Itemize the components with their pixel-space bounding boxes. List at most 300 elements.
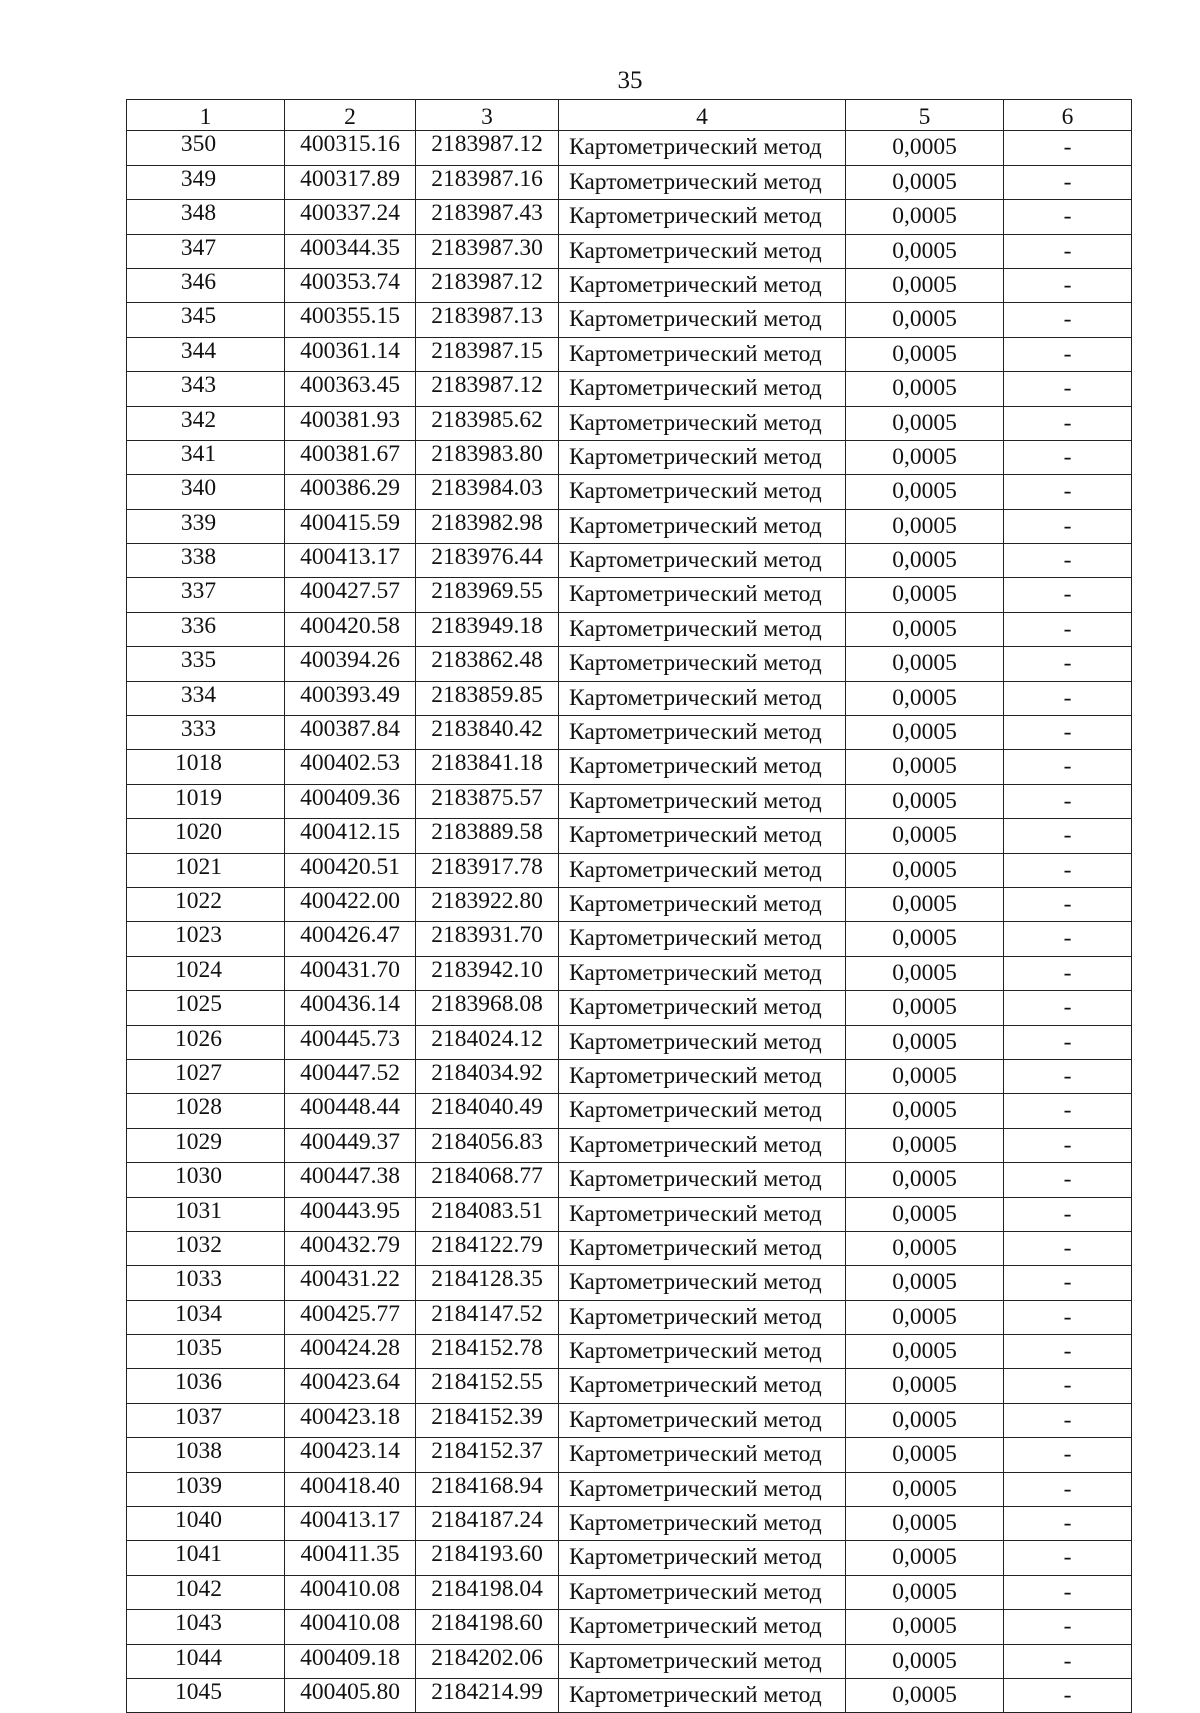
y-coordinate-cell: 2183859.85 (416, 681, 559, 715)
note-cell: - (1004, 1197, 1132, 1231)
table-row (127, 234, 1132, 268)
accuracy-cell: 0,0005 (846, 1507, 1004, 1541)
table-row (127, 1472, 1132, 1506)
method-cell: Картометрический метод (559, 681, 846, 715)
method-cell: Картометрический метод (559, 440, 846, 474)
method-cell: Картометрический метод (559, 647, 846, 681)
point-number-cell: 337 (127, 578, 285, 612)
note-cell: - (1004, 1369, 1132, 1403)
table-row (127, 1403, 1132, 1437)
note-cell: - (1004, 1025, 1132, 1059)
accuracy-cell: 0,0005 (846, 1438, 1004, 1472)
note-cell: - (1004, 716, 1132, 750)
method-cell: Картометрический метод (559, 268, 846, 302)
x-coordinate-cell: 400443.95 (285, 1197, 416, 1231)
x-coordinate-cell: 400402.53 (285, 750, 416, 784)
method-cell: Картометрический метод (559, 922, 846, 956)
point-number-cell: 1035 (127, 1335, 285, 1369)
y-coordinate-cell: 2183987.30 (416, 234, 559, 268)
y-coordinate-cell: 2183987.16 (416, 165, 559, 199)
y-coordinate-cell: 2184147.52 (416, 1300, 559, 1334)
x-coordinate-cell: 400409.36 (285, 784, 416, 818)
column-header: 3 (416, 100, 559, 131)
x-coordinate-cell: 400410.08 (285, 1610, 416, 1644)
note-cell: - (1004, 234, 1132, 268)
method-cell: Картометрический метод (559, 200, 846, 234)
y-coordinate-cell: 2183862.48 (416, 647, 559, 681)
point-number-cell: 334 (127, 681, 285, 715)
accuracy-cell: 0,0005 (846, 303, 1004, 337)
y-coordinate-cell: 2184198.60 (416, 1610, 559, 1644)
table-row (127, 1094, 1132, 1128)
point-number-cell: 339 (127, 509, 285, 543)
x-coordinate-cell: 400420.58 (285, 612, 416, 646)
note-cell: - (1004, 578, 1132, 612)
method-cell: Картометрический метод (559, 1403, 846, 1437)
method-cell: Картометрический метод (559, 1644, 846, 1678)
note-cell: - (1004, 509, 1132, 543)
accuracy-cell: 0,0005 (846, 544, 1004, 578)
accuracy-cell: 0,0005 (846, 956, 1004, 990)
x-coordinate-cell: 400344.35 (285, 234, 416, 268)
note-cell: - (1004, 922, 1132, 956)
x-coordinate-cell: 400411.35 (285, 1541, 416, 1575)
x-coordinate-cell: 400423.64 (285, 1369, 416, 1403)
point-number-cell: 1025 (127, 991, 285, 1025)
note-cell: - (1004, 991, 1132, 1025)
accuracy-cell: 0,0005 (846, 475, 1004, 509)
point-number-cell: 1033 (127, 1266, 285, 1300)
method-cell: Картометрический метод (559, 372, 846, 406)
table-row (127, 200, 1132, 234)
x-coordinate-cell: 400413.17 (285, 1507, 416, 1541)
accuracy-cell: 0,0005 (846, 1231, 1004, 1265)
point-number-cell: 1043 (127, 1610, 285, 1644)
table-row (127, 1541, 1132, 1575)
y-coordinate-cell: 2184152.78 (416, 1335, 559, 1369)
accuracy-cell: 0,0005 (846, 1025, 1004, 1059)
y-coordinate-cell: 2183983.80 (416, 440, 559, 474)
note-cell: - (1004, 1231, 1132, 1265)
point-number-cell: 336 (127, 612, 285, 646)
note-cell: - (1004, 1300, 1132, 1334)
accuracy-cell: 0,0005 (846, 1678, 1004, 1712)
method-cell: Картометрический метод (559, 337, 846, 371)
note-cell: - (1004, 303, 1132, 337)
x-coordinate-cell: 400363.45 (285, 372, 416, 406)
y-coordinate-cell: 2184193.60 (416, 1541, 559, 1575)
x-coordinate-cell: 400426.47 (285, 922, 416, 956)
table-body (127, 131, 1132, 1713)
point-number-cell: 340 (127, 475, 285, 509)
table-row (127, 612, 1132, 646)
method-cell: Картометрический метод (559, 1300, 846, 1334)
point-number-cell: 1030 (127, 1163, 285, 1197)
column-header: 5 (846, 100, 1004, 131)
point-number-cell: 1039 (127, 1472, 285, 1506)
note-cell: - (1004, 475, 1132, 509)
x-coordinate-cell: 400413.17 (285, 544, 416, 578)
y-coordinate-cell: 2184202.06 (416, 1644, 559, 1678)
point-number-cell: 1038 (127, 1438, 285, 1472)
method-cell: Картометрический метод (559, 1575, 846, 1609)
table-row (127, 372, 1132, 406)
x-coordinate-cell: 400412.15 (285, 819, 416, 853)
x-coordinate-cell: 400409.18 (285, 1644, 416, 1678)
page-number: 35 (617, 67, 643, 94)
method-cell: Картометрический метод (559, 716, 846, 750)
note-cell: - (1004, 406, 1132, 440)
accuracy-cell: 0,0005 (846, 1610, 1004, 1644)
y-coordinate-cell: 2183987.12 (416, 131, 559, 165)
table-row (127, 1231, 1132, 1265)
note-cell: - (1004, 1472, 1132, 1506)
point-number-cell: 1027 (127, 1059, 285, 1093)
point-number-cell: 1041 (127, 1541, 285, 1575)
method-cell: Картометрический метод (559, 303, 846, 337)
x-coordinate-cell: 400431.70 (285, 956, 416, 990)
x-coordinate-cell: 400386.29 (285, 475, 416, 509)
y-coordinate-cell: 2184214.99 (416, 1678, 559, 1712)
accuracy-cell: 0,0005 (846, 578, 1004, 612)
note-cell: - (1004, 647, 1132, 681)
accuracy-cell: 0,0005 (846, 1266, 1004, 1300)
note-cell: - (1004, 1575, 1132, 1609)
point-number-cell: 1031 (127, 1197, 285, 1231)
x-coordinate-cell: 400381.93 (285, 406, 416, 440)
note-cell: - (1004, 1644, 1132, 1678)
table-row (127, 750, 1132, 784)
x-coordinate-cell: 400405.80 (285, 1678, 416, 1712)
table-row (127, 819, 1132, 853)
accuracy-cell: 0,0005 (846, 681, 1004, 715)
table-row (127, 475, 1132, 509)
method-cell: Картометрический метод (559, 1369, 846, 1403)
x-coordinate-cell: 400449.37 (285, 1128, 416, 1162)
note-cell: - (1004, 1403, 1132, 1437)
accuracy-cell: 0,0005 (846, 750, 1004, 784)
table-row (127, 784, 1132, 818)
x-coordinate-cell: 400432.79 (285, 1231, 416, 1265)
x-coordinate-cell: 400315.16 (285, 131, 416, 165)
point-number-cell: 342 (127, 406, 285, 440)
method-cell: Картометрический метод (559, 1678, 846, 1712)
point-number-cell: 1037 (127, 1403, 285, 1437)
point-number-cell: 1022 (127, 887, 285, 921)
accuracy-cell: 0,0005 (846, 887, 1004, 921)
accuracy-cell: 0,0005 (846, 406, 1004, 440)
method-cell: Картометрический метод (559, 1472, 846, 1506)
note-cell: - (1004, 1507, 1132, 1541)
point-number-cell: 349 (127, 165, 285, 199)
x-coordinate-cell: 400420.51 (285, 853, 416, 887)
point-number-cell: 1044 (127, 1644, 285, 1678)
y-coordinate-cell: 2184024.12 (416, 1025, 559, 1059)
y-coordinate-cell: 2183968.08 (416, 991, 559, 1025)
note-cell: - (1004, 750, 1132, 784)
y-coordinate-cell: 2183987.12 (416, 268, 559, 302)
point-number-cell: 1034 (127, 1300, 285, 1334)
y-coordinate-cell: 2183987.13 (416, 303, 559, 337)
method-cell: Картометрический метод (559, 612, 846, 646)
table-row (127, 131, 1132, 165)
note-cell: - (1004, 1438, 1132, 1472)
table-row (127, 1300, 1132, 1334)
note-cell: - (1004, 1163, 1132, 1197)
table-row (127, 440, 1132, 474)
method-cell: Картометрический метод (559, 784, 846, 818)
point-number-cell: 338 (127, 544, 285, 578)
method-cell: Картометрический метод (559, 956, 846, 990)
y-coordinate-cell: 2184187.24 (416, 1507, 559, 1541)
accuracy-cell: 0,0005 (846, 440, 1004, 474)
table-row (127, 509, 1132, 543)
point-number-cell: 1028 (127, 1094, 285, 1128)
method-cell: Картометрический метод (559, 578, 846, 612)
y-coordinate-cell: 2183875.57 (416, 784, 559, 818)
accuracy-cell: 0,0005 (846, 1335, 1004, 1369)
accuracy-cell: 0,0005 (846, 200, 1004, 234)
x-coordinate-cell: 400393.49 (285, 681, 416, 715)
y-coordinate-cell: 2184152.37 (416, 1438, 559, 1472)
point-number-cell: 1021 (127, 853, 285, 887)
table-row (127, 544, 1132, 578)
note-cell: - (1004, 1610, 1132, 1644)
point-number-cell: 348 (127, 200, 285, 234)
x-coordinate-cell: 400422.00 (285, 887, 416, 921)
y-coordinate-cell: 2184198.04 (416, 1575, 559, 1609)
point-number-cell: 347 (127, 234, 285, 268)
accuracy-cell: 0,0005 (846, 1300, 1004, 1334)
method-cell: Картометрический метод (559, 819, 846, 853)
method-cell: Картометрический метод (559, 1231, 846, 1265)
table-row (127, 716, 1132, 750)
x-coordinate-cell: 400353.74 (285, 268, 416, 302)
note-cell: - (1004, 165, 1132, 199)
y-coordinate-cell: 2184083.51 (416, 1197, 559, 1231)
point-number-cell: 1024 (127, 956, 285, 990)
table-row (127, 1610, 1132, 1644)
method-cell: Картометрический метод (559, 234, 846, 268)
table-row (127, 406, 1132, 440)
note-cell: - (1004, 1059, 1132, 1093)
accuracy-cell: 0,0005 (846, 1644, 1004, 1678)
point-number-cell: 341 (127, 440, 285, 474)
y-coordinate-cell: 2184152.55 (416, 1369, 559, 1403)
x-coordinate-cell: 400355.15 (285, 303, 416, 337)
note-cell: - (1004, 337, 1132, 371)
point-number-cell: 1036 (127, 1369, 285, 1403)
method-cell: Картометрический метод (559, 165, 846, 199)
x-coordinate-cell: 400317.89 (285, 165, 416, 199)
table-row (127, 1678, 1132, 1712)
accuracy-cell: 0,0005 (846, 268, 1004, 302)
note-cell: - (1004, 131, 1132, 165)
x-coordinate-cell: 400447.38 (285, 1163, 416, 1197)
note-cell: - (1004, 612, 1132, 646)
table-row (127, 922, 1132, 956)
point-number-cell: 333 (127, 716, 285, 750)
y-coordinate-cell: 2183841.18 (416, 750, 559, 784)
y-coordinate-cell: 2183987.15 (416, 337, 559, 371)
point-number-cell: 1040 (127, 1507, 285, 1541)
note-cell: - (1004, 819, 1132, 853)
note-cell: - (1004, 544, 1132, 578)
note-cell: - (1004, 440, 1132, 474)
note-cell: - (1004, 956, 1132, 990)
table-row (127, 1059, 1132, 1093)
table-row (127, 337, 1132, 371)
point-number-cell: 350 (127, 131, 285, 165)
y-coordinate-cell: 2184068.77 (416, 1163, 559, 1197)
method-cell: Картометрический метод (559, 1163, 846, 1197)
y-coordinate-cell: 2183976.44 (416, 544, 559, 578)
column-header: 2 (285, 100, 416, 131)
accuracy-cell: 0,0005 (846, 1059, 1004, 1093)
accuracy-cell: 0,0005 (846, 922, 1004, 956)
method-cell: Картометрический метод (559, 1507, 846, 1541)
method-cell: Картометрический метод (559, 1610, 846, 1644)
method-cell: Картометрический метод (559, 406, 846, 440)
y-coordinate-cell: 2183987.12 (416, 372, 559, 406)
accuracy-cell: 0,0005 (846, 991, 1004, 1025)
point-number-cell: 343 (127, 372, 285, 406)
accuracy-cell: 0,0005 (846, 647, 1004, 681)
method-cell: Картометрический метод (559, 1541, 846, 1575)
method-cell: Картометрический метод (559, 1197, 846, 1231)
point-number-cell: 346 (127, 268, 285, 302)
x-coordinate-cell: 400423.14 (285, 1438, 416, 1472)
y-coordinate-cell: 2184152.39 (416, 1403, 559, 1437)
accuracy-cell: 0,0005 (846, 1128, 1004, 1162)
accuracy-cell: 0,0005 (846, 784, 1004, 818)
column-header: 6 (1004, 100, 1132, 131)
column-header: 4 (559, 100, 846, 131)
method-cell: Картометрический метод (559, 1438, 846, 1472)
table-row (127, 578, 1132, 612)
note-cell: - (1004, 372, 1132, 406)
y-coordinate-cell: 2183982.98 (416, 509, 559, 543)
point-number-cell: 344 (127, 337, 285, 371)
x-coordinate-cell: 400423.18 (285, 1403, 416, 1437)
x-coordinate-cell: 400410.08 (285, 1575, 416, 1609)
y-coordinate-cell: 2183931.70 (416, 922, 559, 956)
point-number-cell: 1045 (127, 1678, 285, 1712)
table-row (127, 1369, 1132, 1403)
accuracy-cell: 0,0005 (846, 165, 1004, 199)
y-coordinate-cell: 2184168.94 (416, 1472, 559, 1506)
method-cell: Картометрический метод (559, 131, 846, 165)
x-coordinate-cell: 400431.22 (285, 1266, 416, 1300)
accuracy-cell: 0,0005 (846, 1403, 1004, 1437)
note-cell: - (1004, 1335, 1132, 1369)
note-cell: - (1004, 268, 1132, 302)
method-cell: Картометрический метод (559, 1025, 846, 1059)
table-row (127, 1438, 1132, 1472)
table-row (127, 1266, 1132, 1300)
y-coordinate-cell: 2184034.92 (416, 1059, 559, 1093)
accuracy-cell: 0,0005 (846, 234, 1004, 268)
accuracy-cell: 0,0005 (846, 1541, 1004, 1575)
x-coordinate-cell: 400448.44 (285, 1094, 416, 1128)
note-cell: - (1004, 200, 1132, 234)
note-cell: - (1004, 784, 1132, 818)
note-cell: - (1004, 1266, 1132, 1300)
method-cell: Картометрический метод (559, 544, 846, 578)
table-row (127, 647, 1132, 681)
point-number-cell: 1018 (127, 750, 285, 784)
accuracy-cell: 0,0005 (846, 1197, 1004, 1231)
table-row (127, 1575, 1132, 1609)
accuracy-cell: 0,0005 (846, 1094, 1004, 1128)
accuracy-cell: 0,0005 (846, 1369, 1004, 1403)
note-cell: - (1004, 1094, 1132, 1128)
table-row (127, 887, 1132, 921)
table-row (127, 1507, 1132, 1541)
table-row (127, 956, 1132, 990)
accuracy-cell: 0,0005 (846, 337, 1004, 371)
y-coordinate-cell: 2183889.58 (416, 819, 559, 853)
note-cell: - (1004, 681, 1132, 715)
y-coordinate-cell: 2183840.42 (416, 716, 559, 750)
method-cell: Картометрический метод (559, 1335, 846, 1369)
method-cell: Картометрический метод (559, 1094, 846, 1128)
method-cell: Картометрический метод (559, 509, 846, 543)
y-coordinate-cell: 2183917.78 (416, 853, 559, 887)
accuracy-cell: 0,0005 (846, 1472, 1004, 1506)
note-cell: - (1004, 887, 1132, 921)
point-number-cell: 1026 (127, 1025, 285, 1059)
header-row (127, 100, 1132, 131)
accuracy-cell: 0,0005 (846, 716, 1004, 750)
y-coordinate-cell: 2183922.80 (416, 887, 559, 921)
point-number-cell: 1029 (127, 1128, 285, 1162)
x-coordinate-cell: 400381.67 (285, 440, 416, 474)
point-number-cell: 1023 (127, 922, 285, 956)
x-coordinate-cell: 400337.24 (285, 200, 416, 234)
table-row (127, 1128, 1132, 1162)
note-cell: - (1004, 1128, 1132, 1162)
table-row (127, 681, 1132, 715)
coordinates-table (126, 99, 1132, 1713)
y-coordinate-cell: 2183987.43 (416, 200, 559, 234)
table-row (127, 165, 1132, 199)
method-cell: Картометрический метод (559, 887, 846, 921)
method-cell: Картометрический метод (559, 853, 846, 887)
method-cell: Картометрический метод (559, 1266, 846, 1300)
method-cell: Картометрический метод (559, 750, 846, 784)
method-cell: Картометрический метод (559, 991, 846, 1025)
y-coordinate-cell: 2184128.35 (416, 1266, 559, 1300)
method-cell: Картометрический метод (559, 1128, 846, 1162)
accuracy-cell: 0,0005 (846, 1163, 1004, 1197)
x-coordinate-cell: 400387.84 (285, 716, 416, 750)
accuracy-cell: 0,0005 (846, 131, 1004, 165)
y-coordinate-cell: 2183949.18 (416, 612, 559, 646)
point-number-cell: 1020 (127, 819, 285, 853)
x-coordinate-cell: 400447.52 (285, 1059, 416, 1093)
x-coordinate-cell: 400445.73 (285, 1025, 416, 1059)
accuracy-cell: 0,0005 (846, 1575, 1004, 1609)
method-cell: Картометрический метод (559, 475, 846, 509)
accuracy-cell: 0,0005 (846, 372, 1004, 406)
table-row (127, 268, 1132, 302)
x-coordinate-cell: 400424.28 (285, 1335, 416, 1369)
y-coordinate-cell: 2183985.62 (416, 406, 559, 440)
table-row (127, 1163, 1132, 1197)
table-row (127, 1335, 1132, 1369)
point-number-cell: 1019 (127, 784, 285, 818)
